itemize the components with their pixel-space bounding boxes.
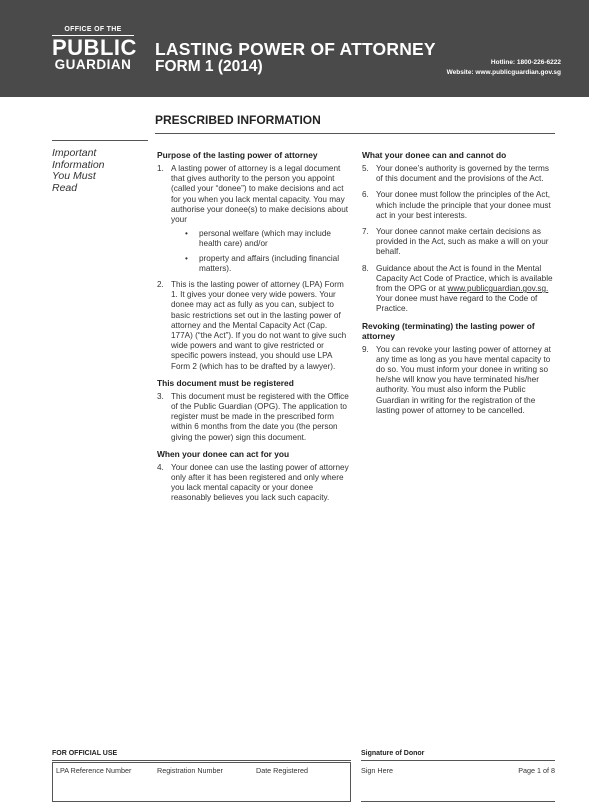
date-registered-label: Date Registered — [256, 766, 308, 775]
bullet-icon: • — [185, 253, 188, 263]
page-number: Page 1 of 8 — [518, 766, 555, 775]
item-number: 6. — [362, 190, 369, 200]
item-text: Your donee’s authority is governed by the terms of this document and the provisions of the Act. — [376, 164, 549, 184]
heading-revoking: Revoking (terminating) the lasting power of attorney — [362, 320, 535, 341]
sidebar-note-line: Important — [52, 147, 97, 159]
website-text: Website: www.publicguardian.gov.sg — [446, 69, 561, 76]
item-number: 9. — [362, 344, 369, 354]
bullet-text: property and affairs (including financial matters). — [199, 253, 340, 273]
registration-number-label: Registration Number — [157, 766, 223, 775]
section-divider — [155, 133, 555, 134]
item-text: This document must be registered with the Office of the Public Guardian (OPG). The application to register must be made in the prescribed form within 6 months from the date you (the person giving the power) sign this document. — [171, 391, 349, 442]
numbered-item-9 — [362, 345, 557, 416]
item-text: You can revoke your lasting power of attorney at any time as long as you have mental capacity to do so. You must inform your donee in writing so he/she will know you have terminated his/her authority. You must also inform the Public Guardian in writing for the registration of the lasting power of attorney to be cancelled. — [376, 344, 551, 415]
heading-purpose: Purpose of the lasting power of attorney — [157, 150, 318, 160]
sign-here-label: Sign Here — [361, 766, 393, 775]
bullet-item — [185, 229, 349, 249]
sidebar-note-line: You Must — [52, 170, 96, 182]
logo-guardian-text: GUARDIAN — [54, 57, 132, 72]
numbered-item-7 — [362, 227, 557, 258]
item-text: Guidance about the Act is found in the Mental Capacity Act Code of Practice, which is available from the OPG or at — [376, 263, 553, 294]
lpa-reference-label: LPA Reference Number — [56, 766, 132, 775]
sidebar-divider — [52, 140, 148, 141]
heading-registered: This document must be registered — [157, 377, 294, 388]
numbered-item-1 — [157, 164, 349, 274]
contact-info — [447, 58, 561, 78]
numbered-item-4 — [157, 463, 349, 504]
item-number: 8. — [362, 263, 369, 273]
website-link[interactable]: www.publicguardian.gov.sg. — [447, 284, 549, 294]
item-number: 5. — [362, 164, 369, 173]
sidebar-note-line: Information — [52, 158, 105, 171]
bullet-item — [185, 254, 349, 274]
sidebar-note — [52, 148, 142, 194]
item-text: Your donee cannot make certain decisions as provided in the Act, such as make a will on your behalf. — [376, 227, 549, 257]
official-use-title: FOR OFFICIAL USE — [52, 750, 118, 757]
signature-line[interactable] — [361, 801, 555, 802]
right-column — [362, 150, 557, 422]
sidebar-note-line: Read — [52, 181, 78, 194]
opg-logo — [52, 26, 137, 72]
item-number: 7. — [362, 227, 369, 237]
hotline-text: Hotline: 1800-226-6222 — [490, 59, 561, 66]
item-number: 4. — [157, 462, 164, 472]
numbered-item-8 — [362, 264, 557, 315]
heading-when-act: When your donee can act for you — [157, 448, 290, 459]
form-title-line2: FORM 1 (2014) — [155, 58, 263, 75]
form-title-line1: LASTING POWER OF ATTORNEY — [155, 39, 436, 59]
item-text: Your donee can use the lasting power of attorney only after it has been registered and only where you lack mental capacity or your donee reasonably believes you lack such capacity. — [171, 462, 349, 503]
bullet-icon: • — [185, 229, 188, 239]
page-header — [0, 0, 589, 97]
official-use-divider — [52, 760, 351, 761]
logo-office-text: OFFICE OF THE — [52, 26, 134, 36]
item-text: Your donee must follow the principles of the Act, which include the principle that your donee must act in your best interests. — [376, 190, 551, 220]
signature-title: Signature of Donor — [361, 750, 425, 757]
item-number: 1. — [157, 164, 164, 173]
left-column — [157, 150, 349, 510]
logo-public-text: PUBLIC — [52, 35, 137, 60]
signature-divider — [361, 760, 555, 761]
item-text: This is the lasting power of attorney (LPA) Form 1. It gives your donee very wide powers. Your donee may act as fully as you can, subject to basic restrictions set out in the lasting power of attorney and the Mental Capacity Act (Cap. 177A) (“the Act”). If you do not want to give such wide powers and want to give restricted or specific powers instead, you should use LPA Form 2 (which has to be drafted by a lawyer). — [171, 280, 347, 371]
bullet-text: personal welfare (which may include health care) and/or — [199, 229, 331, 249]
item-number: 2. — [157, 280, 164, 290]
numbered-item-5 — [362, 164, 557, 184]
form-title — [155, 40, 436, 76]
item-text: A lasting power of attorney is a legal document that gives authority to the person you appoint (called your “donee”) to make decisions and act for you when you lack mental capacity. You may authorise your donee(s) to make decisions about your — [171, 164, 349, 225]
section-title: PRESCRIBED INFORMATION — [155, 113, 321, 127]
numbered-item-2 — [157, 280, 349, 372]
heading-can-cannot: What your donee can and cannot do — [362, 150, 507, 160]
numbered-item-3 — [157, 392, 349, 443]
item-number: 3. — [157, 391, 164, 401]
item-text: Your donee must have regard to the Code of Practice. — [376, 294, 538, 314]
numbered-item-6 — [362, 190, 557, 221]
